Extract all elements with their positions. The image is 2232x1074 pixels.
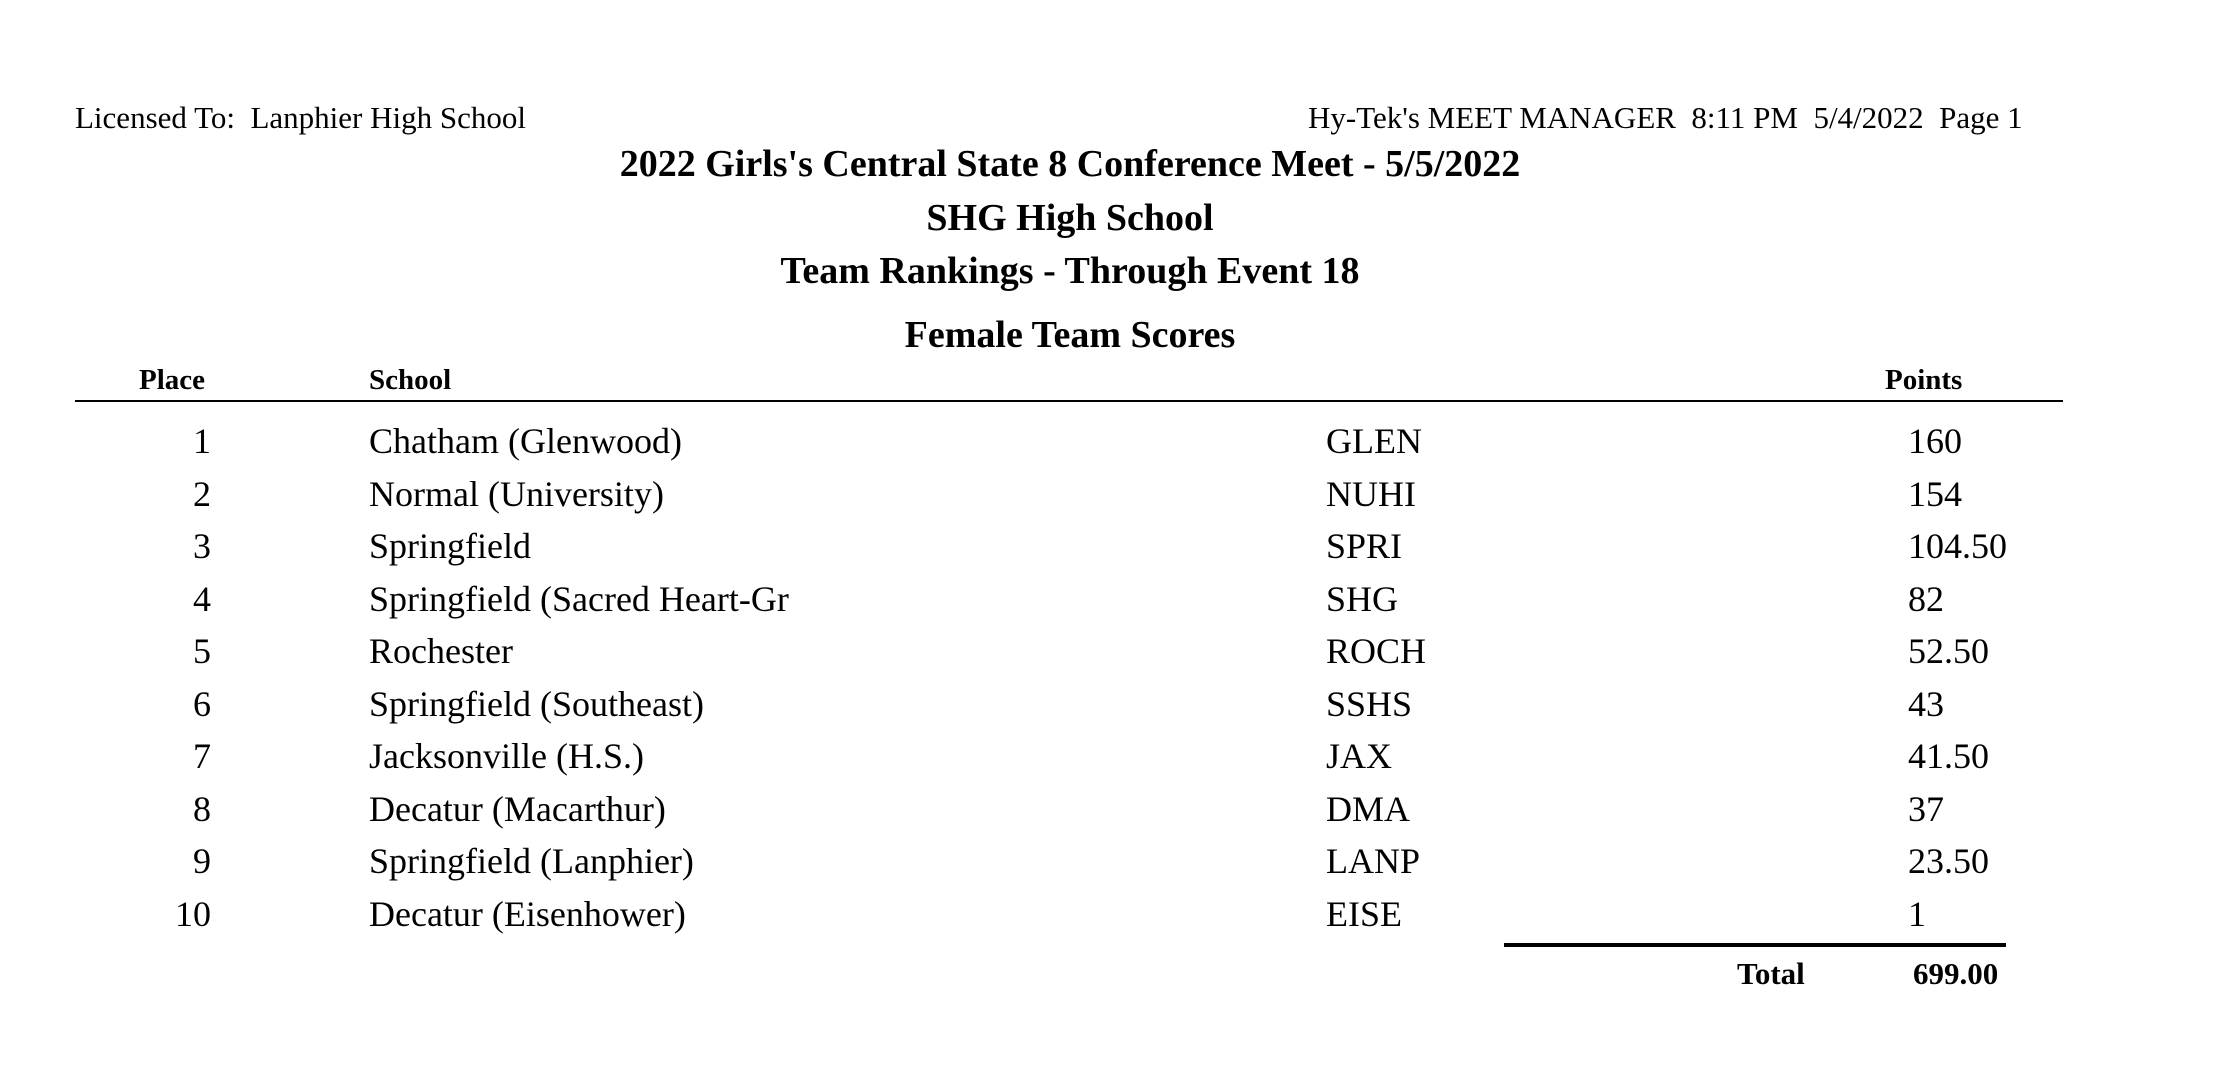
section-title: Female Team Scores: [904, 314, 1236, 356]
software-info: Hy-Tek's MEET MANAGER 8:11 PM 5/4/2022 Page 1: [1308, 100, 2023, 135]
table-row: [0, 786, 2232, 839]
place-cell: 5: [193, 631, 211, 671]
place-cell: 10: [175, 893, 211, 934]
points-cell: 1: [1908, 893, 1926, 934]
team-code-cell: GLEN: [1326, 421, 1422, 461]
place-cell: 9: [193, 841, 211, 881]
header-divider: [75, 400, 2063, 402]
place-cell: 7: [193, 736, 211, 776]
school-cell: Decatur (Macarthur): [369, 788, 666, 829]
team-code-cell: LANP: [1326, 841, 1421, 881]
points-cell: 104.50: [1908, 526, 2007, 566]
points-column-header: Points: [1885, 364, 1963, 396]
total-label: Total: [1737, 956, 1805, 991]
school-cell: Springfield (Sacred Heart-Gr: [369, 578, 789, 619]
place-cell: 1: [193, 421, 211, 461]
table-row: [0, 891, 2232, 944]
team-code-cell: NUHI: [1326, 473, 1416, 514]
team-code-cell: ROCH: [1326, 631, 1427, 671]
points-cell: 160: [1908, 421, 1962, 461]
table-row: [0, 418, 2232, 471]
school-cell: Rochester: [369, 631, 513, 671]
school-cell: Jacksonville (H.S.): [369, 736, 644, 776]
host-title: SHG High School: [926, 197, 1214, 239]
points-cell: 37: [1908, 788, 1944, 829]
table-row: [0, 523, 2232, 576]
license-text: Licensed To: Lanphier High School: [75, 100, 526, 135]
table-row: [0, 576, 2232, 629]
report-title: Team Rankings - Through Event 18: [780, 250, 1360, 292]
place-cell: 6: [193, 683, 211, 724]
table-row: [0, 681, 2232, 734]
team-code-cell: SSHS: [1326, 683, 1413, 724]
school-cell: Normal (University): [369, 473, 664, 514]
team-code-cell: DMA: [1326, 788, 1411, 829]
school-cell: Springfield (Lanphier): [369, 841, 694, 881]
team-code-cell: EISE: [1326, 893, 1402, 934]
school-cell: Chatham (Glenwood): [369, 421, 682, 461]
team-code-cell: SHG: [1326, 578, 1399, 619]
total-divider: [1504, 943, 2006, 947]
school-column-header: School: [369, 364, 452, 396]
points-cell: 41.50: [1908, 736, 1989, 776]
points-cell: 43: [1908, 683, 1944, 724]
place-column-header: Place: [139, 364, 206, 396]
place-cell: 8: [193, 788, 211, 829]
place-cell: 2: [193, 473, 211, 514]
school-cell: Springfield: [369, 526, 531, 566]
school-cell: Springfield (Southeast): [369, 683, 704, 724]
table-row: [0, 471, 2232, 524]
rankings-table: [0, 418, 2232, 943]
team-code-cell: JAX: [1326, 736, 1393, 776]
total-value: 699.00: [1913, 956, 1999, 991]
points-cell: 154: [1908, 473, 1962, 514]
table-row: [0, 628, 2232, 681]
table-row: [0, 838, 2232, 891]
team-code-cell: SPRI: [1326, 526, 1403, 566]
table-row: [0, 733, 2232, 786]
place-cell: 3: [193, 526, 211, 566]
place-cell: 4: [193, 578, 211, 619]
points-cell: 52.50: [1908, 631, 1989, 671]
meet-title: 2022 Girls's Central State 8 Conference Meet - 5/5/2022: [619, 143, 1521, 185]
school-cell: Decatur (Eisenhower): [369, 893, 686, 934]
points-cell: 23.50: [1908, 841, 1989, 881]
points-cell: 82: [1908, 578, 1944, 619]
